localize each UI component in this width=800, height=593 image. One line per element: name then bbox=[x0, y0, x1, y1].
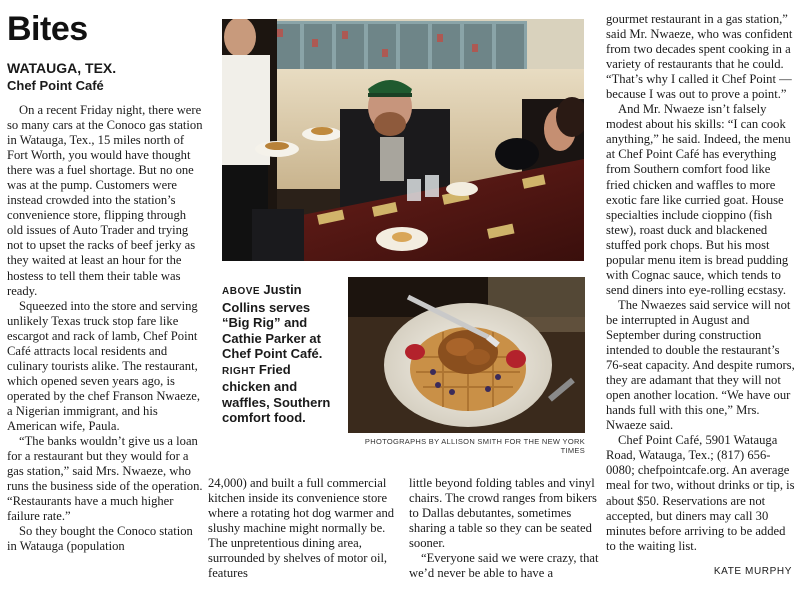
dining-room-image bbox=[222, 19, 584, 261]
photo-credit: PHOTOGRAPHS BY ALLISON SMITH FOR THE NEW YORK TIMES bbox=[364, 437, 585, 455]
article-paragraph: On a recent Friday night, there were so many cars at the Conoco gas station in Watauga, Tex., 15 miles north of Fort Worth, you would have thought there was a fuel shortage. But no one was at the pump. Customers were instead crowded into the station’s convenience store, flipping through old issues of Auto Trader and trying not to upset the racks of beef jerky as they waited at least an hour for the hostess to tell them their table was ready. bbox=[7, 103, 203, 298]
caption-right-text: Fried chicken and waffles, Southern comfort food. bbox=[222, 361, 331, 425]
dateline: WATAUGA, TEX. bbox=[7, 60, 117, 76]
caption-above-text: Justin Collins serves “Big Rig” and Cathie Parker at Chef Point Café. bbox=[222, 282, 323, 361]
article-paragraph: gourmet restaurant in a gas station,” said Mr. Nwaeze, who was confident from two decades spent cooking in a variety of restaurants that he could. “That’s why I called it Chef Point — because I was out to prove a point.” bbox=[606, 12, 793, 102]
photo-caption bbox=[222, 282, 340, 426]
restaurant-name: Chef Point Café bbox=[7, 78, 104, 93]
caption-above-label: ABOVE bbox=[222, 286, 264, 297]
article-paragraph: “Everyone said we were crazy, that we’d never be able to have a bbox=[409, 551, 599, 581]
chicken-waffles-image bbox=[348, 277, 585, 433]
caption-right-label: RIGHT bbox=[222, 365, 259, 377]
photo-dining-room bbox=[222, 19, 584, 261]
article-paragraph: 24,000) and built a full commercial kitchen inside its convenience store where a rotating hot dog warmer and slushy machine might normally be. The unpretentious dining area, surrounded by shelves of motor oil, features bbox=[208, 476, 395, 581]
article-paragraph: Chef Point Café, 5901 Watauga Road, Watauga, Tex.; (817) 656-0080; chefpointcafe.org. An average meal for two, without drinks or tip, is about $50. Reservations are not accepted, but diners may call 30 minutes before arriving to be added to the waiting list. bbox=[606, 433, 795, 553]
article-column-2 bbox=[208, 476, 398, 581]
article-column-1 bbox=[7, 103, 203, 554]
article-paragraph: “The banks wouldn’t give us a loan for a restaurant but they would for a gas station,” said Mrs. Nwaeze, who runs the business side of the operation. “Restaurants have a much higher failure rate.” bbox=[7, 434, 203, 524]
article-column-4 bbox=[606, 12, 795, 554]
article-paragraph: So they bought the Conoco station in Watauga (population bbox=[7, 524, 193, 554]
section-title: Bites bbox=[7, 10, 88, 48]
article-paragraph: And Mr. Nwaeze isn’t falsely modest about his skills: “I can cook anything,” he said. Indeed, the menu at Chef Point Café has everything from Southern comfort food like fried chicken and waffles to more exotic fare like curried goat. House specialties include cioppino (fish stew), roast duck and blackened stuffed pork chops. But his most popular menu item is bread pudding with Cognac sauce, which tends to send diners into eye-rolling ecstasy. bbox=[606, 102, 791, 297]
article-paragraph: little beyond folding tables and vinyl chairs. The crowd ranges from bikers to Dallas debutantes, sometimes sharing a table so they can be seated sooner. bbox=[409, 476, 597, 551]
photo-chicken-waffles bbox=[348, 277, 585, 433]
article-paragraph: The Nwaezes said service will not be interrupted in August and September during construction intended to double the restaurant’s 76-seat capacity. And despite rumors, they are adamant that they will not open another location. “We have our hands full with this one,” Mrs. Nwaeze said. bbox=[606, 297, 795, 433]
article-paragraph: Squeezed into the store and serving unlikely Texas truck stop fare like escargot and rack of lamb, Chef Point Café attracts local residents and culinary tourists alike. The restaurant, which opened seven years ago, is operated by the chef Franson Nwaeze, a Nigerian immigrant, and his American wife, Paula. bbox=[7, 298, 201, 433]
article-column-3 bbox=[409, 476, 599, 581]
byline: KATE MURPHY bbox=[713, 566, 792, 577]
